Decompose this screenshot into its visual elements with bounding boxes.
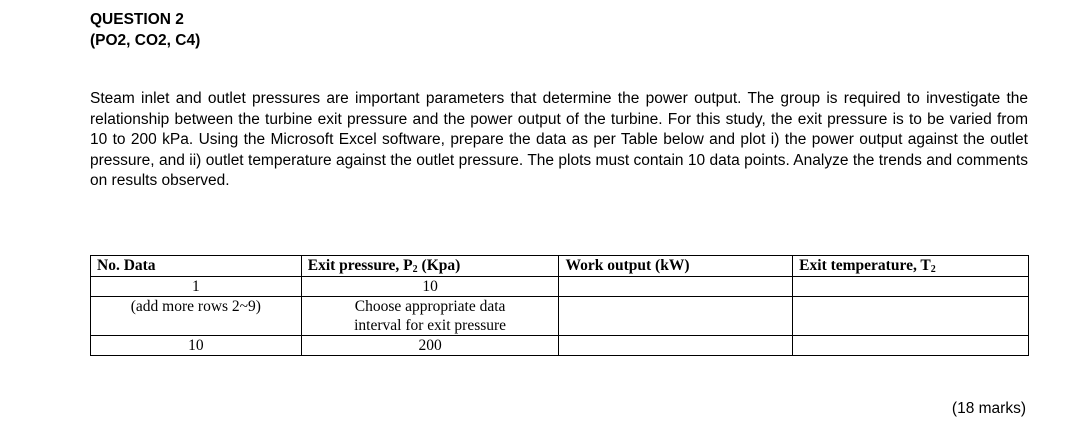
cell-work-output [559, 297, 793, 336]
table-row [91, 277, 1029, 297]
header-no-data: No. Data [91, 256, 302, 277]
cell-no-data: (add more rows 2~9) [91, 297, 302, 336]
cell-exit-temperature [793, 297, 1029, 336]
cell-no-data: 1 [91, 277, 302, 297]
header-exit-temperature-subscript: 2 [930, 264, 936, 275]
header-exit-pressure-subscript: 2 [412, 264, 418, 275]
cell-exit-pressure [301, 297, 559, 336]
header-exit-pressure-label: Exit pressure, P [307, 257, 413, 274]
cell-exit-pressure-line2: interval for exit pressure [354, 317, 507, 334]
table-header-row [91, 256, 1029, 277]
question-title: QUESTION 2 [90, 11, 184, 28]
cell-exit-temperature [793, 336, 1029, 356]
cell-no-data: 10 [91, 336, 302, 356]
header-exit-pressure [301, 256, 559, 277]
question-body: Steam inlet and outlet pressures are important parameters that determine the power output. The group is required to investigate the relationship between the turbine exit pressure and the power output of the turbine. For this study, the exit pressure is to be varied from 10 to 200 kPa. Using the Microsoft Excel software, prepare the data as per Table below and plot i) the power output against the outlet pressure, and ii) outlet temperature against the outlet pressure. The plots must contain 10 data points. Analyze the trends and comments on results observed. [90, 90, 1028, 190]
marks-allocation: (18 marks) [951, 400, 1026, 417]
question-outcomes: (PO2, CO2, C4) [90, 32, 201, 49]
header-work-output: Work output (kW) [559, 256, 793, 277]
table-row [91, 336, 1029, 356]
cell-exit-pressure: 200 [301, 336, 559, 356]
data-table [90, 255, 1029, 356]
header-exit-temperature-label: Exit temperature, T [799, 257, 931, 274]
cell-work-output [559, 277, 793, 297]
header-exit-pressure-unit: (Kpa) [417, 257, 461, 274]
table-row [91, 297, 1029, 336]
cell-work-output [559, 336, 793, 356]
header-exit-temperature [793, 256, 1029, 277]
cell-exit-pressure: 10 [301, 277, 559, 297]
cell-exit-pressure-line1: Choose appropriate data [354, 298, 506, 315]
cell-exit-temperature [793, 277, 1029, 297]
